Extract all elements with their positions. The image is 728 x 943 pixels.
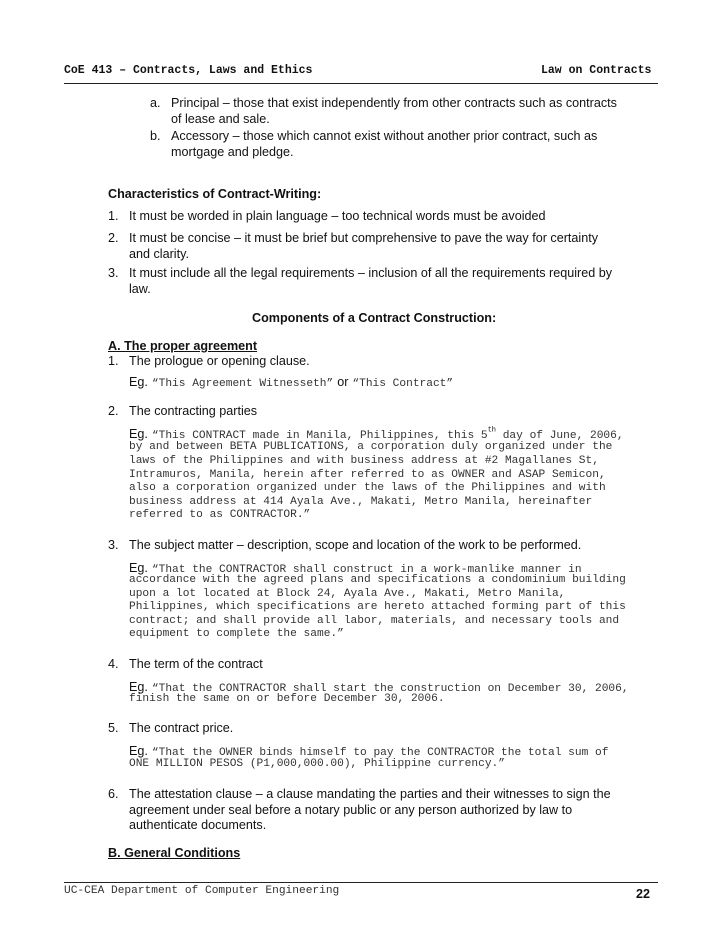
char-marker-2: 2.	[108, 231, 119, 245]
comp-4-title: The term of the contract	[129, 657, 263, 671]
footer-department: UC-CEA Department of Computer Engineering	[64, 885, 340, 897]
comp-2-first-b: day of June, 2006,	[496, 430, 624, 442]
section-b-heading: B. General Conditions	[108, 846, 241, 860]
list-marker-a: a.	[150, 96, 161, 110]
comp-1-or: or	[337, 375, 349, 389]
footer-rule	[64, 882, 658, 883]
comp-4-line-1: finish the same on or before December 30, 2006.	[129, 693, 445, 705]
comp-1-example	[129, 373, 453, 392]
principal-line-1: Principal – those that exist independently from other contracts such as contracts	[171, 96, 617, 110]
char-2-line-2: and clarity.	[129, 247, 189, 261]
comp-3-line-3: Philippines, which specifications are hereto attached forming part of this	[129, 601, 626, 613]
comp-2-eg-label: Eg.	[129, 427, 148, 441]
page-number: 22	[636, 887, 651, 901]
components-heading: Components of a Contract Construction:	[252, 311, 497, 325]
comp-3-first: “That the CONTRACTOR shall construct in a work-manlike manner in	[151, 564, 582, 576]
comp-marker-1: 1.	[108, 354, 119, 368]
comp-marker-5: 5.	[108, 721, 119, 735]
comp-4-first: “That the CONTRACTOR shall start the construction on December 30, 2006,	[151, 683, 629, 695]
comp-1-eg-label: Eg.	[129, 375, 148, 389]
comp-5-first: “That the OWNER binds himself to pay the CONTRACTOR the total sum of	[151, 747, 609, 759]
comp-3-line-1: accordance with the agreed plans and specifications a condominium building	[129, 574, 626, 586]
comp-marker-3: 3.	[108, 538, 119, 552]
comp-marker-2: 2.	[108, 404, 119, 418]
comp-2-line-5: business address at 414 Ayala Ave., Makati, Metro Manila, hereinafter	[129, 496, 593, 508]
comp-6-line-2: agreement under seal before a notary public or any person authorized by law to	[129, 803, 573, 817]
comp-6-line-3: authenticate documents.	[129, 818, 267, 832]
char-3-line-1: It must include all the legal requirements – inclusion of all the requirements required by	[129, 266, 613, 280]
comp-2-first-a: “This CONTRACT made in Manila, Philippines, this 5	[151, 430, 488, 442]
char-marker-3: 3.	[108, 266, 119, 280]
list-marker-b: b.	[150, 129, 161, 143]
comp-6-line-1: The attestation clause – a clause mandating the parties and their witnesses to sign the	[129, 787, 611, 801]
comp-3-line-4: contract; and shall provide all labor, materials, and necessary tools and	[129, 615, 620, 627]
comp-1-example-2: “This Contract”	[352, 378, 454, 390]
comp-3-line-5: equipment to complete the same.”	[129, 628, 344, 640]
char-1-line-1: It must be worded in plain language – too technical words must be avoided	[129, 209, 546, 223]
accessory-line-1: Accessory – those which cannot exist without another prior contract, such as	[171, 129, 598, 143]
header-course-title: CoE 413 – Contracts, Laws and Ethics	[64, 64, 313, 77]
comp-2-line-1: by and between BETA PUBLICATIONS, a corporation duly organized under the	[129, 441, 613, 453]
comp-3-title: The subject matter – description, scope and location of the work to be performed.	[129, 538, 582, 552]
char-3-line-2: law.	[129, 282, 151, 296]
comp-4-eg-label: Eg.	[129, 680, 148, 694]
comp-5-eg-label: Eg.	[129, 744, 148, 758]
comp-2-title: The contracting parties	[129, 404, 258, 418]
comp-2-sup: th	[487, 426, 496, 435]
comp-1-example-1: “This Agreement Witnesseth”	[151, 378, 334, 390]
comp-2-line-2: laws of the Philippines and with business address at #2 Magallanes St,	[129, 455, 599, 467]
comp-3-line-2: upon a lot located at Block 24, Ayala Ave., Makati, Metro Manila,	[129, 588, 566, 600]
comp-3-eg-label: Eg.	[129, 561, 148, 575]
comp-5-title: The contract price.	[129, 721, 234, 735]
principal-line-2: of lease and sale.	[171, 112, 270, 126]
characteristics-heading: Characteristics of Contract-Writing:	[108, 187, 322, 201]
char-2-line-1: It must be concise – it must be brief but comprehensive to pave the way for certainty	[129, 231, 598, 245]
comp-1-title: The prologue or opening clause.	[129, 354, 310, 368]
section-a-heading: A. The proper agreement	[108, 339, 258, 353]
comp-5-line-1: ONE MILLION PESOS (P1,000,000.00), Philippine currency.”	[129, 758, 505, 770]
accessory-line-2: mortgage and pledge.	[171, 145, 294, 159]
comp-marker-6: 6.	[108, 787, 119, 801]
header-topic: Law on Contracts	[541, 64, 652, 77]
comp-2-line-4: also a corporation organized under the laws of the Philippines and with	[129, 482, 606, 494]
comp-2-line-3: Intramuros, Manila, herein after referred to as OWNER and ASAP Semicon,	[129, 469, 606, 481]
header-rule	[64, 83, 658, 84]
comp-2-line-6: referred to as CONTRACTOR.”	[129, 509, 311, 521]
comp-marker-4: 4.	[108, 657, 119, 671]
char-marker-1: 1.	[108, 209, 119, 223]
